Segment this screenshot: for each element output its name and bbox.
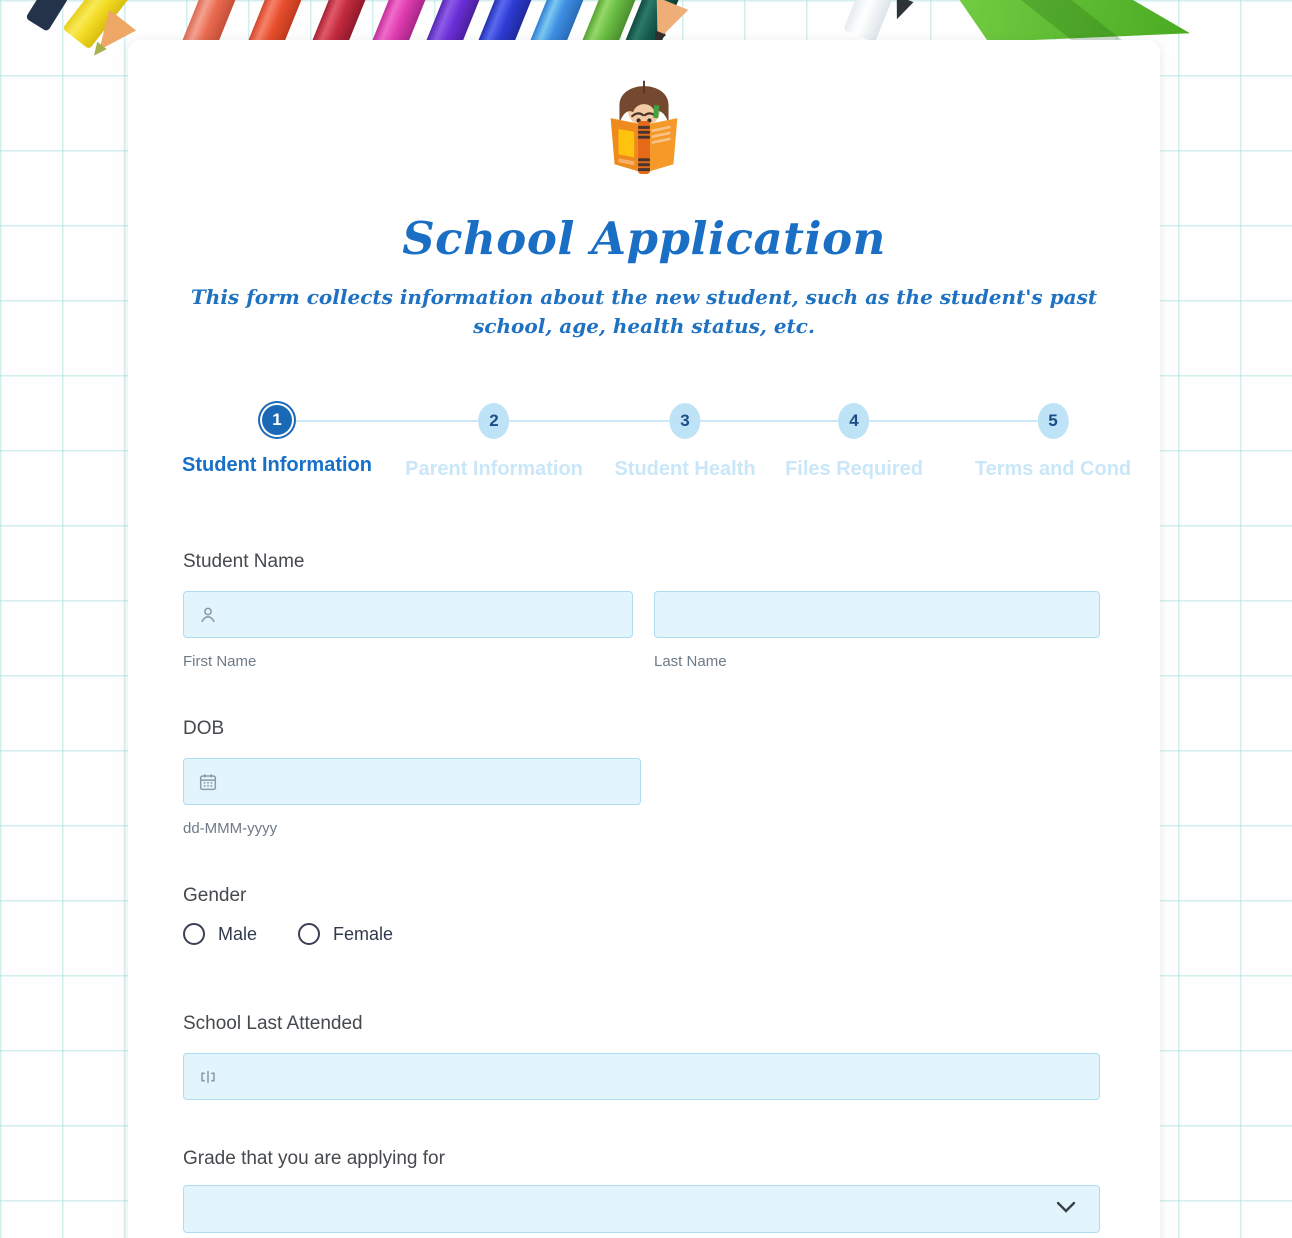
step-label-4: Files Required (785, 458, 923, 480)
stepper-step-student-health[interactable] (614, 403, 755, 481)
pencil-pale-point (889, 0, 914, 23)
user-icon (197, 604, 219, 626)
gender-option-male[interactable] (183, 923, 257, 945)
page-subtitle: This form collects information about the new student, such as the student's past school, age, health status, etc. (190, 285, 1098, 338)
form-card (128, 40, 1160, 1238)
dob-sublabel: dd-MMM-yyyy (183, 820, 278, 837)
last-name-input-box[interactable] (654, 591, 1100, 638)
first-name-sublabel: First Name (183, 653, 257, 670)
first-name-input[interactable] (219, 592, 632, 637)
gender-radio-group (183, 923, 1100, 945)
step-circle-1[interactable]: 1 (262, 405, 292, 435)
gender-label: Gender (183, 885, 247, 906)
male-radio-button[interactable] (183, 923, 205, 945)
dob-label: DOB (183, 718, 225, 739)
student-name-label: Student Name (183, 551, 305, 572)
step-label-1: Student Information (182, 454, 372, 476)
step-circle-5[interactable]: 5 (1038, 403, 1069, 439)
calendar-icon[interactable] (197, 771, 219, 793)
chevron-down-icon (1055, 1200, 1077, 1219)
step-label-2: Parent Information (405, 458, 583, 480)
male-radio-label: Male (218, 923, 258, 944)
form-header-icon (128, 68, 1160, 176)
female-radio-label: Female (333, 923, 394, 944)
stepper-step-student-information[interactable] (182, 403, 372, 477)
school-last-attended-label: School Last Attended (183, 1013, 363, 1034)
last-name-sublabel: Last Name (654, 653, 727, 670)
last-name-column (654, 591, 1100, 670)
progress-stepper (128, 403, 1160, 483)
pencil-pale (843, 0, 934, 43)
first-name-input-box[interactable] (183, 591, 633, 638)
student-name-row (183, 591, 1100, 670)
gender-option-female[interactable] (298, 923, 393, 945)
female-radio-button[interactable] (298, 923, 320, 945)
school-last-attended-input-box[interactable] (183, 1053, 1100, 1100)
step-label-3: Student Health (614, 458, 756, 480)
grade-label: Grade that you are applying for (183, 1148, 445, 1169)
step-label-5: Terms and Cond (974, 458, 1132, 480)
text-cursor-icon (197, 1066, 219, 1088)
stepper-step-files-required[interactable] (785, 403, 923, 481)
first-name-column (183, 591, 633, 670)
pencil-dark-sliver (25, 0, 68, 32)
last-name-input[interactable] (668, 592, 1099, 637)
school-last-attended-input[interactable] (219, 1054, 1099, 1099)
step-circle-4[interactable]: 4 (839, 403, 870, 439)
dob-input[interactable] (219, 759, 640, 804)
dob-input-box[interactable] (183, 758, 641, 805)
grade-select[interactable] (183, 1185, 1100, 1233)
step-circle-3[interactable]: 3 (670, 403, 701, 439)
step-circle-2[interactable]: 2 (478, 403, 509, 439)
page-title: School Application (402, 212, 886, 265)
child-reading-book-icon (594, 68, 694, 176)
form-area (128, 551, 1160, 1233)
stepper-step-parent-information[interactable] (405, 403, 583, 481)
stepper-step-terms-and-cond[interactable] (975, 403, 1131, 481)
